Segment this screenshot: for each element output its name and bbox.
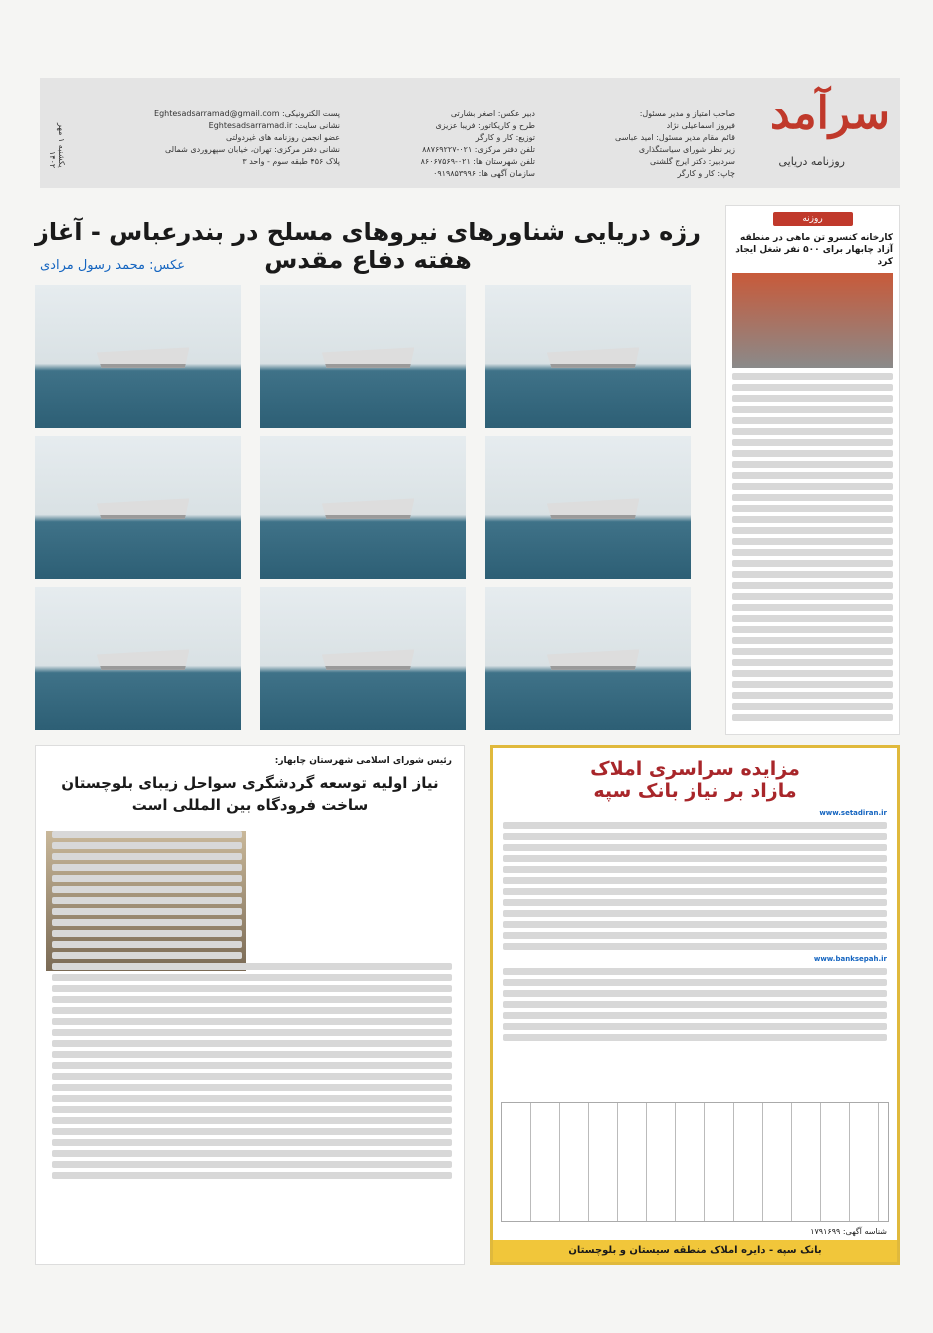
newspaper-logo xyxy=(750,88,890,168)
section-badge: روزنه xyxy=(773,212,853,226)
masthead-col-2 xyxy=(421,108,535,180)
photo-grid xyxy=(35,285,691,730)
story-title: نیاز اولیه توسعه گردشگری سواحل زیبای بلوچستان xyxy=(61,774,439,792)
photo-byline: عکس: محمد رسول مرادی xyxy=(40,258,186,273)
property-table xyxy=(501,1102,889,1222)
ad-site-link[interactable]: www.setadiran.ir xyxy=(819,809,887,817)
sidebar-title: کارخانه کنسرو تن ماهی در منطقه آزاد چابهار برای ۵۰۰ نفر شغل ایجاد کرد xyxy=(735,233,893,267)
main-headline: رژه دریایی شناورهای نیروهای مسلح در بندرعباس - آغاز هفته دفاع مقدس xyxy=(35,218,701,274)
ad-footer: بانک سپه - دایره املاک منطقه سیستان و بلوچستان xyxy=(493,1240,897,1262)
chabahar-story xyxy=(35,745,465,1265)
masthead-line: تلفن دفتر مرکزی: ۰۲۱-۸۸۷۶۹۲۲۷ xyxy=(422,145,535,154)
ad-body-placeholder xyxy=(493,802,897,1102)
story-title-2: ساخت فرودگاه بین المللی است xyxy=(131,796,369,814)
sidebar-news xyxy=(725,205,900,735)
masthead-line: زیر نظر شورای سیاستگذاری xyxy=(638,145,735,154)
parade-photo xyxy=(260,436,466,579)
masthead-col-1 xyxy=(615,108,735,180)
masthead-col-3 xyxy=(154,108,340,168)
masthead-line: صاحب امتیاز و مدیر مسئول: xyxy=(639,109,735,118)
parade-photo xyxy=(35,285,241,428)
ad-subtitle: مازاد بر نیاز بانک سپه xyxy=(593,780,797,802)
auction-ad xyxy=(490,745,900,1265)
parade-photo xyxy=(35,436,241,579)
story-kicker: رئیس شورای اسلامی شهرستان چابهار: xyxy=(274,756,452,766)
sidebar-body-placeholder xyxy=(726,373,899,753)
ad-site-link-2[interactable]: www.banksepah.ir xyxy=(813,955,887,963)
masthead-line: پلاک ۴۵۶ طبقه سوم - واحد ۳ xyxy=(242,157,340,166)
masthead-line: توزیع: کار و کارگر xyxy=(475,133,535,142)
parade-photo xyxy=(35,587,241,730)
masthead-line: دبیر عکس: اصغر بشارتی xyxy=(450,109,535,118)
parade-photo xyxy=(260,285,466,428)
story-body-placeholder xyxy=(52,831,452,1251)
masthead-line: قائم مقام مدیر مسئول: امید عباسی xyxy=(615,133,735,142)
masthead-line: نشانی سایت: Eghtesadsarramad.ir xyxy=(208,121,340,130)
masthead-line: چاپ: کار و کارگر xyxy=(677,169,735,178)
parade-photo xyxy=(485,285,691,428)
masthead-line: سازمان آگهی ها: ۰۹۱۹۸۵۳۹۹۶ xyxy=(433,169,535,178)
ad-title: مزایده سراسری املاک xyxy=(590,758,800,780)
masthead xyxy=(40,78,900,188)
masthead-line: سردبیر: دکتر ایرج گلشنی xyxy=(650,157,735,166)
issue-date: یکشنبه ۱ مهر ۱۴۰۲ xyxy=(48,123,66,168)
parade-photo xyxy=(485,436,691,579)
factory-photo xyxy=(732,273,893,368)
parade-photo xyxy=(485,587,691,730)
masthead-line: پست الکترونیکی: Eghtesadsarramad@gmail.com xyxy=(154,109,340,118)
masthead-line: نشانی دفتر مرکزی: تهران، خیابان سپهروردی شمالی xyxy=(164,145,340,154)
masthead-line: فیروز اسماعیلی نژاد xyxy=(666,121,735,130)
masthead-line: عضو انجمن روزنامه های غیردولتی xyxy=(225,133,340,142)
logo-subtitle: روزنامه دریایی xyxy=(778,155,845,168)
parade-photo xyxy=(260,587,466,730)
logo-title: سرآمد xyxy=(769,88,890,139)
masthead-line: طرح و کاریکاتور: فریبا عزیزی xyxy=(435,121,535,130)
masthead-line: تلفن شهرستان ها: ۰۲۱-۸۶۰۶۷۵۶۹ xyxy=(420,157,535,166)
ad-code: شناسه آگهی: ۱۷۹۱۶۹۹ xyxy=(810,1227,887,1236)
